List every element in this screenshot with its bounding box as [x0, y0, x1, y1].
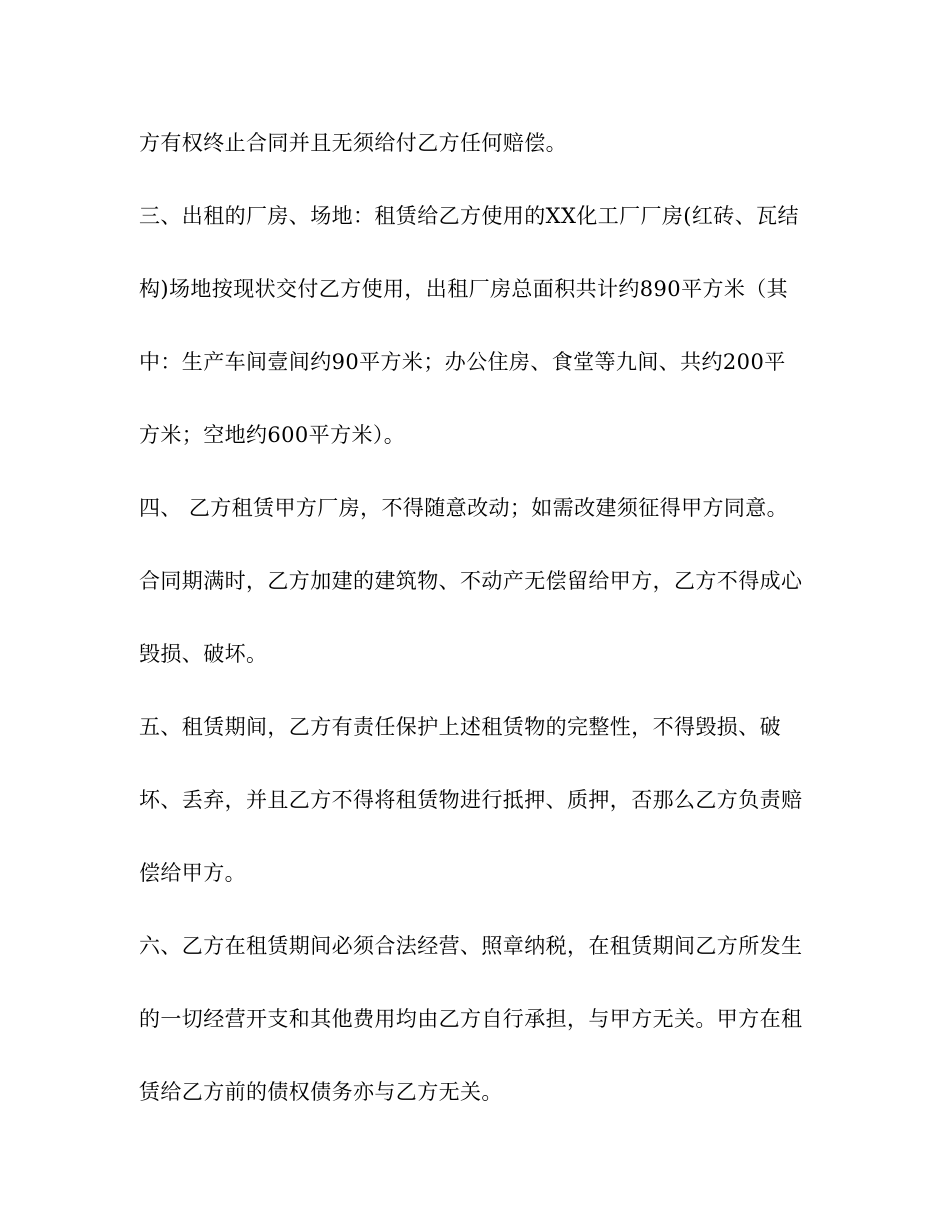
text-line: 四、 乙方租赁甲方厂房，不得随意改动；如需改建须征得甲方同意。	[139, 496, 789, 520]
text-line: 赁给乙方前的债权债务亦与乙方无关。	[139, 1080, 503, 1104]
text-line: 毁损、破坏。	[139, 642, 268, 666]
document-body	[139, 124, 839, 1146]
text-line: 合同期满时，乙方加建的建筑物、不动产无偿留给甲方，乙方不得成心	[139, 569, 803, 593]
text-line: 偿给甲方。	[139, 861, 246, 885]
text-line: 三、出租的厂房、场地：租赁给乙方使用的XX化工厂厂房(红砖、瓦结	[139, 204, 799, 228]
text-line: 中：生产车间壹间约90平方米；办公住房、食堂等九间、共约200平	[139, 350, 786, 374]
text-line: 方有权终止合同并且无须给付乙方任何赔偿。	[139, 131, 567, 155]
text-line: 构)场地按现状交付乙方使用，出租厂房总面积共计约890平方米（其	[139, 277, 789, 301]
text-line: 六、乙方在租赁期间必须合法经营、照章纳税，在租赁期间乙方所发生	[139, 934, 803, 958]
text-line: 的一切经营开支和其他费用均由乙方自行承担，与甲方无关。甲方在租	[139, 1007, 803, 1031]
text-line: 方米；空地约600平方米）。	[139, 423, 406, 447]
text-line: 五、租赁期间，乙方有责任保护上述租赁物的完整性，不得毁损、破	[139, 715, 781, 739]
text-line: 坏、丢弃，并且乙方不得将租赁物进行抵押、质押，否那么乙方负责赔	[139, 788, 803, 812]
